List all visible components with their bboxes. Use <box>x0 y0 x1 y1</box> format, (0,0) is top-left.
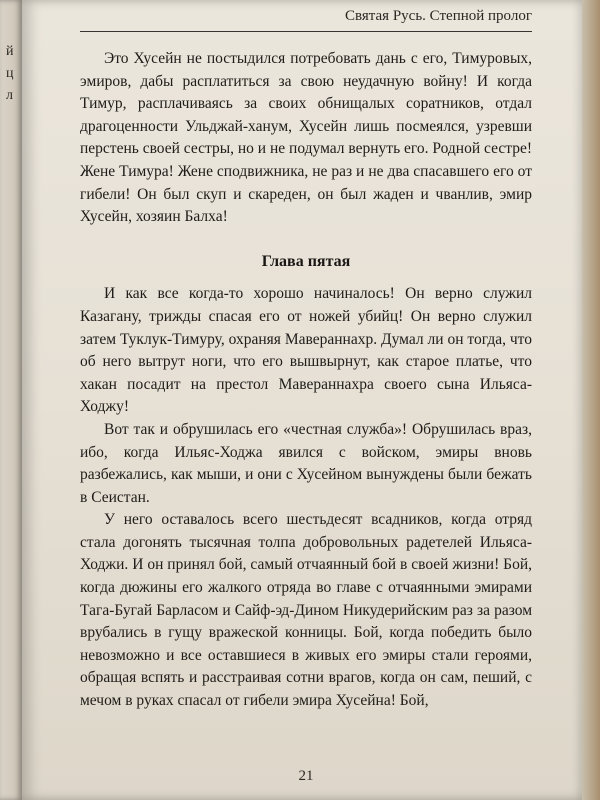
book-page-edge <box>582 0 600 800</box>
page-text <box>80 48 532 713</box>
paragraph: И как все когда-то хорошо начиналось! Он верно служил Казагану, трижды спасая его от ножей убийц! Он верно служил затем Туклук-Тимуру, охраняя Мавераннахр. Думал ли он тогда, что об него вытрут ноги, что его вышвырнут, как старое платье, что хакан посадит на престол Мавераннахра своего сына Ильяса-Ходжу! <box>80 285 532 416</box>
running-head: Святая Русь. Степной пролог <box>80 8 532 32</box>
paragraph: У него оставалось всего шестьдесят всадников, когда отряд стала догонять тысячная толпа добровольных радетелей Ильяса-Ходжи. И он принял бой, самый отчаянный бой в своей жизни! Бой, когда дюжины его жалкого отряда во главе с отчаянными эмирами Тага-Бугай Барласом и Сайф-эд-Дином Никудерийским раз за разом врубались в гущу вражеской конницы. Бой, когда победить было невозможно и все оставшиеся в живых его эмиры стали героями, обращая вспять и расстраивая сотни врагов, когда он сам, пеший, с мечом в руках спасал от гибели эмира Хусейна! Бой, <box>80 511 532 710</box>
paragraph: Вот так и обрушилась его «честная служба»! Обрушилась враз, ибо, когда Ильяс-Ходжа явился с войском, эмиры вновь разбежались, как мыши, и они с Хусейном вынуждены были бежать в Сеистан. <box>80 420 532 506</box>
previous-page-fragment: ц <box>6 66 14 81</box>
paragraph: Это Хусейн не постыдился потребовать дань с его, Тимуровых, эмиров, дабы расплатиться за свою неудачную войну! И когда Тимур, расплачиваясь за своих обнищалых соратников, отдал драгоценности Ульджай-ханум, Хусейн лишь посмеялся, узревши перстень своей сестры, но и не подумал вернуть его. Родной сестре! Жене Тимура! Жене сподвижника, не раз и не два спасавшего его от гибели! Он был скуп и скареден, он был жаден и чванлив, эмир Хусейн, хозяин Балха! <box>80 50 532 226</box>
previous-page-fragment: л <box>6 88 13 103</box>
previous-page-edge <box>0 0 22 800</box>
chapter-title: Глава пятая <box>261 252 351 270</box>
page-number: 21 <box>298 768 314 784</box>
previous-page-fragment: й <box>6 44 14 59</box>
